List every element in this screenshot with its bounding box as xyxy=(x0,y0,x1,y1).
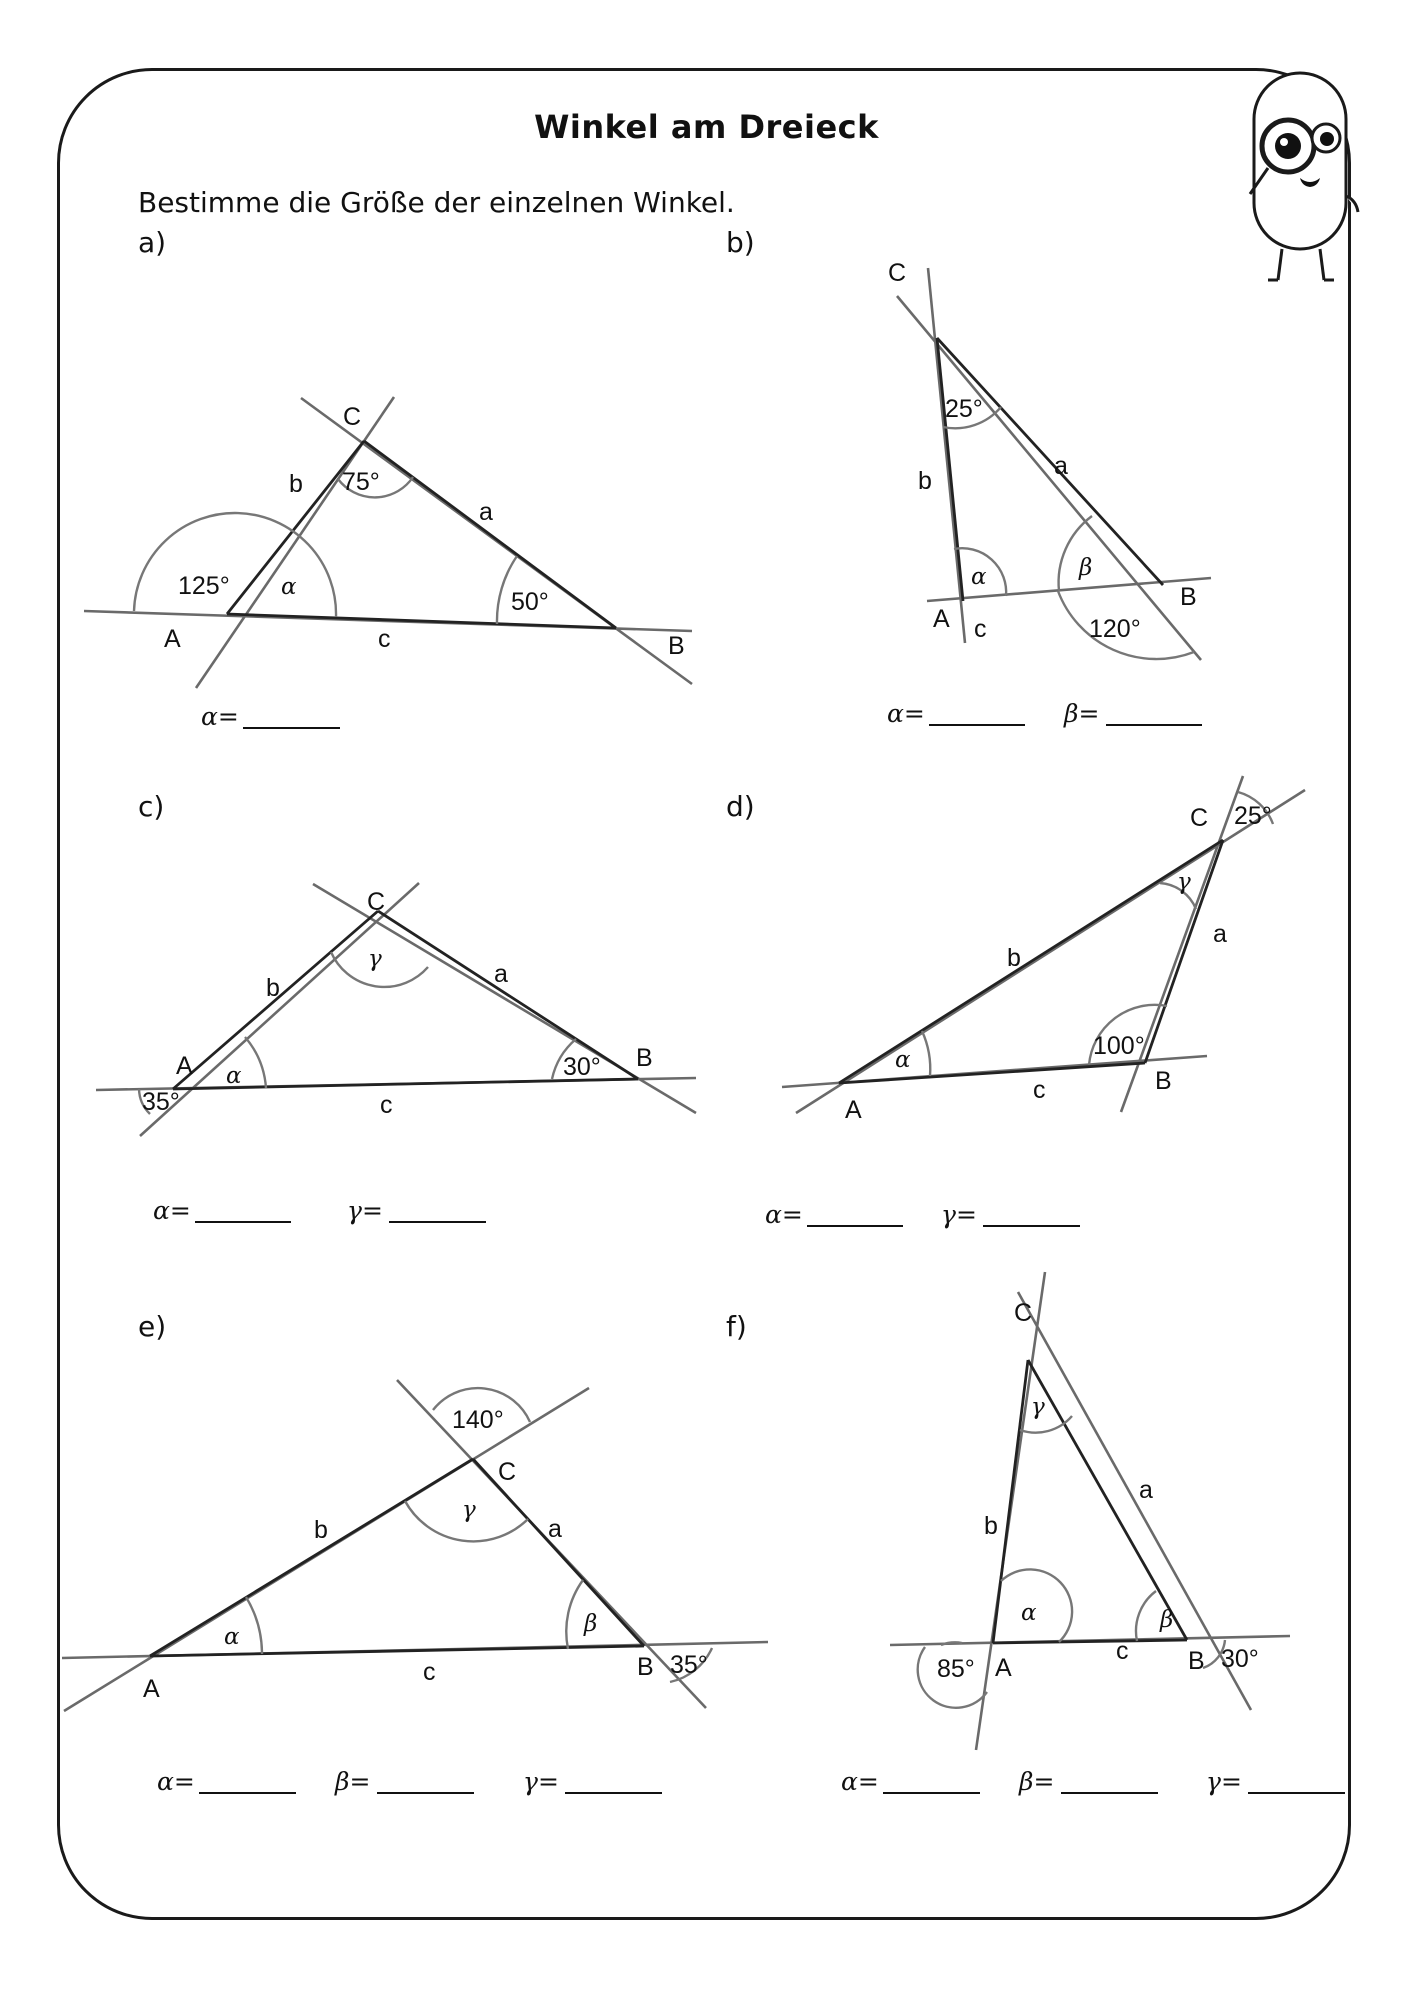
instruction-text: Bestimme die Größe der einzelnen Winkel. xyxy=(138,186,735,219)
label-vertex-C: C xyxy=(343,403,362,431)
figure-c xyxy=(96,883,696,1225)
label-vertex-C: C xyxy=(1190,804,1209,832)
problem-c-label: c) xyxy=(138,790,165,823)
label-vertex-A: A xyxy=(845,1096,862,1124)
label-side-a: a xyxy=(1139,1476,1153,1504)
angle-alpha: α xyxy=(226,1063,242,1089)
answer-label: γ= xyxy=(1206,1767,1242,1796)
label-vertex-B: B xyxy=(1180,583,1197,611)
answer-label: α= xyxy=(887,699,925,728)
angle-label: 35° xyxy=(142,1088,180,1116)
label-side-b: b xyxy=(314,1516,328,1544)
angle-beta: β xyxy=(1079,555,1093,581)
label-side-a: a xyxy=(494,960,508,988)
angle-label: 120° xyxy=(1089,615,1141,643)
answer-label: α= xyxy=(201,702,239,731)
label-side-c: c xyxy=(378,625,391,653)
problem-f-label: f) xyxy=(726,1310,747,1343)
angle-label: 30° xyxy=(1221,1645,1259,1673)
answer-label: γ= xyxy=(941,1200,977,1229)
angle-label: 125° xyxy=(178,572,230,600)
label-side-b: b xyxy=(266,974,280,1002)
label-side-a: a xyxy=(1213,920,1227,948)
line-b xyxy=(928,268,965,643)
angle-alpha: α xyxy=(971,564,987,590)
angle-label: 35° xyxy=(670,1651,708,1679)
angle-label: 75° xyxy=(342,468,380,496)
angle-alpha: α xyxy=(1021,1600,1037,1626)
label-side-c: c xyxy=(423,1658,436,1686)
angle-alpha: α xyxy=(895,1047,911,1073)
label-vertex-B: B xyxy=(668,632,685,660)
label-side-c: c xyxy=(974,615,987,643)
answer-label: α= xyxy=(841,1767,879,1796)
answer-label: γ= xyxy=(523,1767,559,1796)
angle-label: 140° xyxy=(452,1406,504,1434)
angle-beta: β xyxy=(1160,1607,1174,1633)
answer-label: β= xyxy=(1064,699,1100,728)
label-vertex-C: C xyxy=(888,259,907,287)
angle-gamma: γ xyxy=(1177,869,1191,895)
label-side-a: a xyxy=(548,1515,562,1543)
label-side-c: c xyxy=(1033,1076,1046,1104)
problem-e-label: e) xyxy=(138,1310,167,1343)
angle-gamma: γ xyxy=(1031,1394,1045,1420)
label-vertex-A: A xyxy=(164,625,181,653)
angle-beta: β xyxy=(584,1611,598,1637)
answer-label: α= xyxy=(765,1200,803,1229)
label-vertex-C: C xyxy=(367,888,386,916)
figure-d xyxy=(765,776,1305,1229)
label-vertex-A: A xyxy=(933,605,950,633)
angle-alpha: α xyxy=(281,574,297,600)
label-vertex-B: B xyxy=(637,1653,654,1681)
angle-alpha: α xyxy=(224,1624,240,1650)
label-vertex-C: C xyxy=(498,1458,517,1486)
angle-gamma: γ xyxy=(368,946,382,972)
answer-label: α= xyxy=(157,1767,195,1796)
label-side-c: c xyxy=(380,1091,393,1119)
label-side-b: b xyxy=(984,1512,998,1540)
problem-a-label: a) xyxy=(138,226,167,259)
line-a xyxy=(1018,1292,1251,1710)
worksheet-title: Winkel am Dreieck xyxy=(534,108,879,146)
answer-label: α= xyxy=(153,1196,191,1225)
angle-label: 25° xyxy=(1234,802,1272,830)
answer-label: γ= xyxy=(347,1196,383,1225)
answer-label: β= xyxy=(1019,1767,1055,1796)
problem-d-label: d) xyxy=(726,790,755,823)
label-side-b: b xyxy=(918,467,932,495)
angle-label: 85° xyxy=(937,1655,975,1683)
answer-label: β= xyxy=(335,1767,371,1796)
label-vertex-C: C xyxy=(1014,1299,1033,1327)
label-vertex-A: A xyxy=(176,1052,193,1080)
label-vertex-A: A xyxy=(143,1675,160,1703)
label-side-c: c xyxy=(1116,1637,1129,1665)
figure-e xyxy=(62,1380,768,1796)
line-b xyxy=(796,790,1305,1113)
angle-label: 25° xyxy=(945,395,983,423)
label-vertex-B: B xyxy=(1155,1067,1172,1095)
angle-label: 100° xyxy=(1093,1032,1145,1060)
label-side-a: a xyxy=(479,498,493,526)
figure-a xyxy=(84,397,692,731)
label-side-a: a xyxy=(1054,452,1068,480)
angle-gamma: γ xyxy=(462,1497,476,1523)
label-side-b: b xyxy=(289,470,303,498)
label-side-b: b xyxy=(1007,944,1021,972)
problem-b-label: b) xyxy=(726,226,755,259)
label-vertex-B: B xyxy=(1188,1647,1205,1675)
mascot-icon xyxy=(1250,73,1358,280)
angle-label: 30° xyxy=(563,1053,601,1081)
figure-b xyxy=(887,259,1211,728)
angle-label: 50° xyxy=(511,588,549,616)
label-vertex-B: B xyxy=(636,1044,653,1072)
figure-f xyxy=(841,1272,1345,1796)
line-c xyxy=(927,578,1211,601)
label-vertex-A: A xyxy=(995,1654,1012,1682)
